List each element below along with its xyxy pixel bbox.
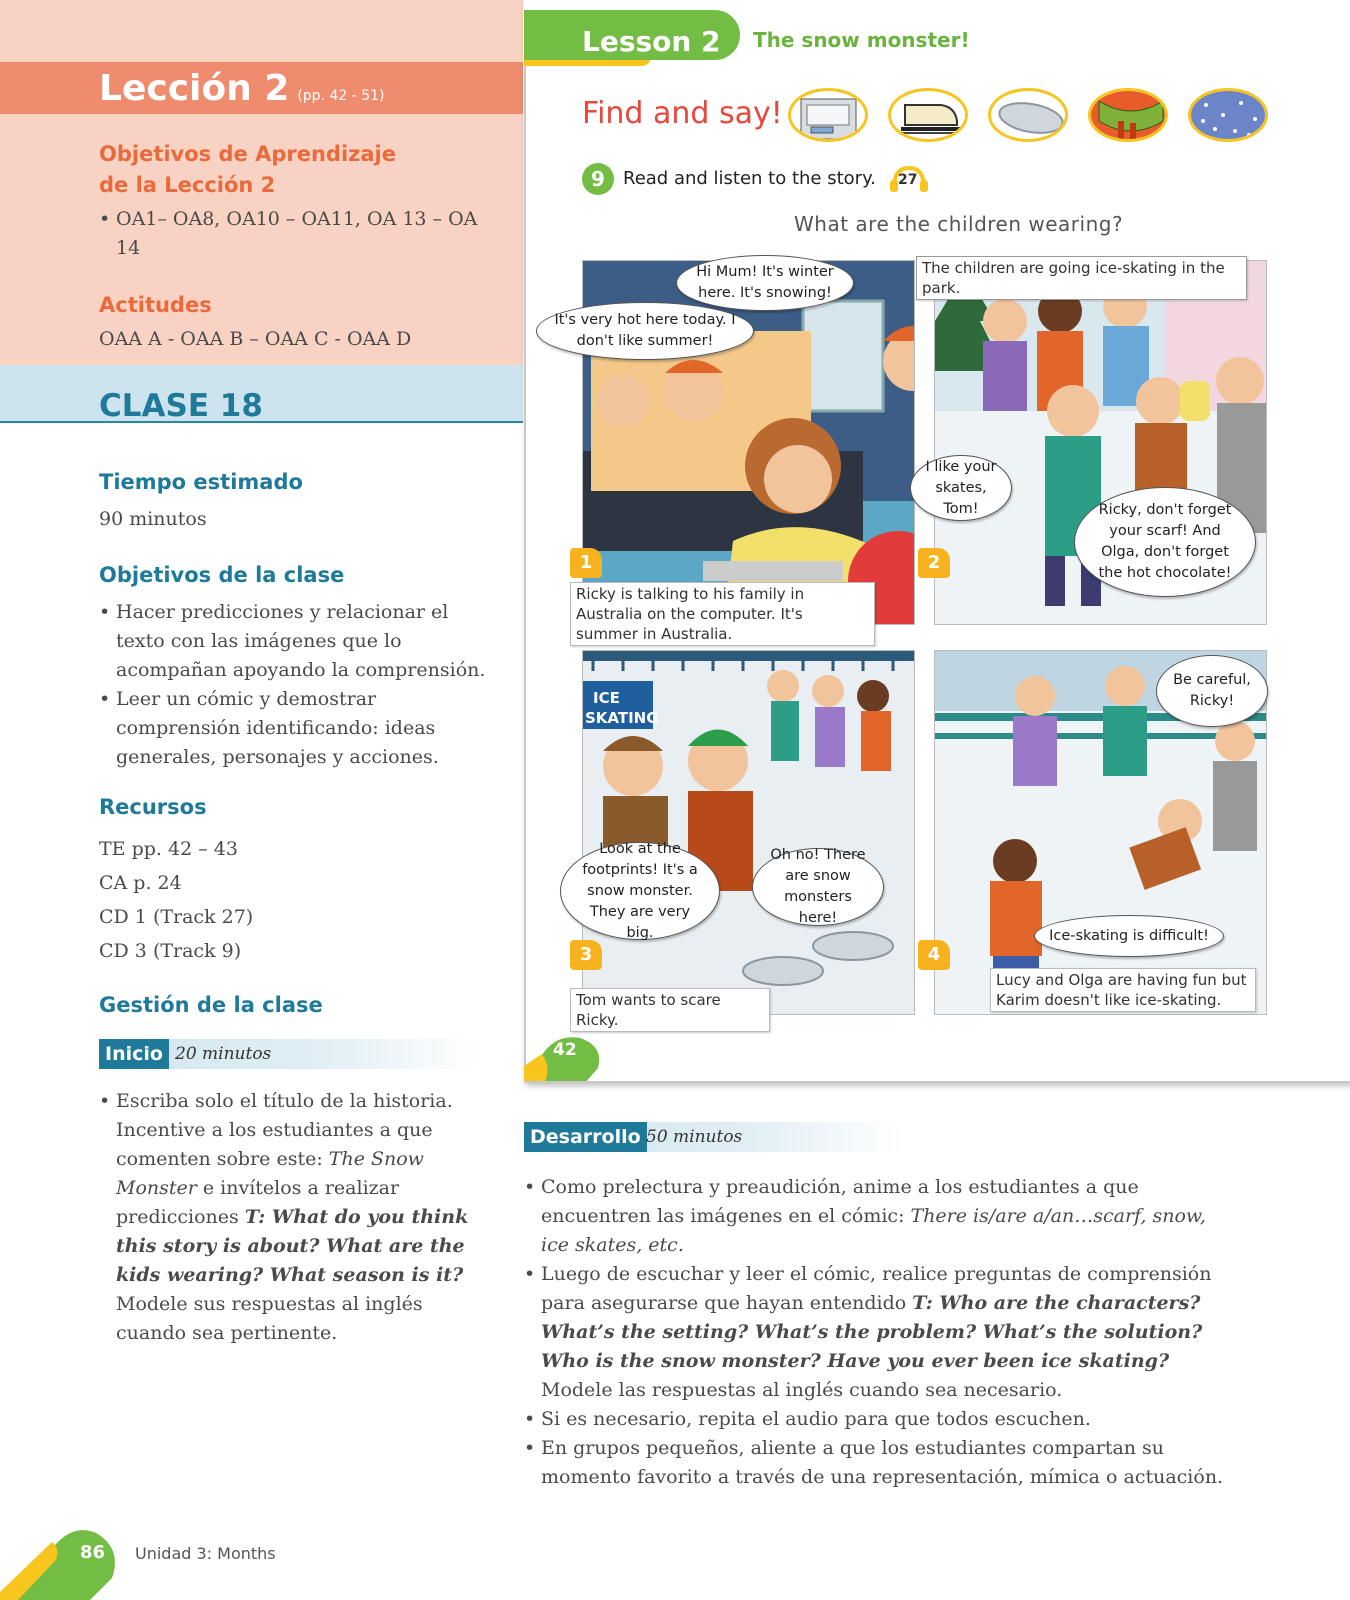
- footprint-icon: [988, 88, 1068, 142]
- panel-number: 1: [570, 548, 602, 578]
- desarrollo-item: • Si es necesario, repita el audio para que todos escuchen.: [524, 1405, 1224, 1434]
- inicio-text: [99, 1087, 494, 1348]
- class-objectives-heading: Objetivos de la clase: [99, 563, 345, 587]
- student-book-page: [524, 0, 1350, 1083]
- exercise-instruction: Read and listen to the story.: [623, 168, 876, 189]
- desarrollo-item: • Como prelectura y preaudición, anime a los estudiantes a que encuentren las imágenes en el cómic: There is/are a/an…scarf, snow, ice skates, etc.: [524, 1173, 1224, 1260]
- resource-item: CD 3 (Track 9): [99, 940, 242, 962]
- inicio-time: 20 minutos: [175, 1044, 272, 1064]
- resource-item: CA p. 24: [99, 872, 182, 894]
- speech-bubble: Look at the footprints! It's a snow monster. They are very big.: [560, 842, 720, 940]
- story-title: The snow monster!: [753, 28, 970, 52]
- panel-number: 4: [918, 940, 950, 970]
- class-objective-item: • Hacer predicciones y relacionar el texto con las imágenes que lo acompañan apoyando la comprensión.: [99, 598, 494, 685]
- desarrollo-bar: [524, 1122, 904, 1152]
- scarf-icon: [1088, 88, 1168, 142]
- unit-label: Unidad 3: Months: [135, 1544, 276, 1563]
- resource-item: TE pp. 42 – 43: [99, 838, 238, 860]
- management-heading: Gestión de la clase: [99, 993, 323, 1017]
- objectives-item: • OA1– OA8, OA10 – OA11, OA 13 – OA 14: [99, 205, 479, 263]
- panel-number: 3: [570, 940, 602, 970]
- panel-caption: The children are going ice-skating in the park.: [916, 256, 1247, 300]
- speech-bubble: Oh no! There are snow monsters here!: [752, 848, 884, 926]
- class-objective-item: • Leer un cómic y demostrar comprensión identificando: ideas generales, personajes y acciones.: [99, 685, 494, 772]
- time-heading: Tiempo estimado: [99, 470, 303, 494]
- desarrollo-list: [524, 1173, 1224, 1492]
- book-page-number: 42: [553, 1040, 577, 1060]
- speech-bubble: I like your skates, Tom!: [910, 455, 1012, 521]
- track-number: 27: [898, 172, 918, 188]
- inicio-bar: [99, 1039, 479, 1069]
- ice-skate-icon: [888, 88, 968, 142]
- audio-track-icon[interactable]: [888, 164, 930, 198]
- speech-bubble: Ricky, don't forget your scarf! And Olga, don't forget the hot chocolate!: [1074, 487, 1256, 597]
- panel-caption: Lucy and Olga are having fun but Karim doesn't like ice-skating.: [990, 968, 1256, 1012]
- objectives-heading: Objetivos de Aprendizaje de la Lección 2: [99, 142, 396, 197]
- class-title: CLASE 18: [99, 388, 263, 424]
- attitudes-heading: Actitudes: [99, 293, 212, 317]
- page-number: 86: [80, 1542, 106, 1563]
- ice-skating-sign: ICE: [593, 689, 620, 707]
- lesson-badge: Lesson 2: [524, 10, 740, 60]
- objectives-list: [99, 205, 479, 263]
- speech-bubble: It's very hot here today. I don't like summer!: [536, 302, 754, 360]
- speech-bubble: Hi Mum! It's winter here. It's snowing!: [676, 255, 854, 311]
- story-question: What are the children wearing?: [794, 212, 1124, 236]
- desarrollo-item: • Luego de escuchar y leer el cómic, realice preguntas de comprensión para asegurarse que hayan entendido T: Who are the characters? What’s the setting? What’s the problem? What’s the solution? Who is the snow monster? Have you ever been ice skating? Modele las respuestas al inglés cuando sea necesario.: [524, 1260, 1224, 1405]
- page-number-badge: [0, 1520, 130, 1600]
- lesson-title: Lección 2 (pp. 42 - 51): [99, 68, 385, 109]
- resource-item: CD 1 (Track 27): [99, 906, 254, 928]
- svg-text:SKATING: SKATING: [585, 709, 659, 727]
- class-objectives-list: [99, 598, 494, 772]
- lesson-pages: (pp. 42 - 51): [297, 88, 385, 104]
- attitudes-text: OAA A - OAA B – OAA C - OAA D: [99, 328, 412, 350]
- resources-heading: Recursos: [99, 795, 207, 819]
- exercise-number: 9: [582, 163, 614, 195]
- comic-panel-3: [582, 650, 915, 1015]
- speech-bubble: Ice-skating is difficult!: [1034, 915, 1224, 957]
- desarrollo-label: Desarrollo: [524, 1122, 647, 1152]
- panel-number: 2: [918, 548, 950, 578]
- find-and-say-title: Find and say!: [582, 96, 783, 131]
- panel-caption: Ricky is talking to his family in Australia on the computer. It's summer in Australia.: [570, 582, 875, 646]
- time-text: 90 minutos: [99, 508, 207, 530]
- desarrollo-time: 50 minutos: [646, 1127, 743, 1147]
- inicio-item: • Escriba solo el título de la historia. Incentive a los estudiantes a que comenten sobre este: The Snow Monster e invítelos a realizar predicciones T: What do you think this story is about? What are the kids wearing? What season is it? Modele sus respuestas al inglés cuando sea pertinente.: [99, 1087, 494, 1348]
- snow-icon: [1188, 88, 1268, 142]
- panel-caption: Tom wants to scare Ricky.: [570, 988, 770, 1032]
- panel-3-illustration: [583, 651, 915, 1015]
- speech-bubble: Be careful, Ricky!: [1156, 655, 1268, 727]
- desarrollo-item: • En grupos pequeños, aliente a que los estudiantes compartan su momento favorito a través de una representación, mímica o actuación.: [524, 1434, 1224, 1492]
- resources-list: [99, 832, 253, 968]
- inicio-label: Inicio: [99, 1039, 169, 1069]
- computer-icon: [788, 88, 868, 142]
